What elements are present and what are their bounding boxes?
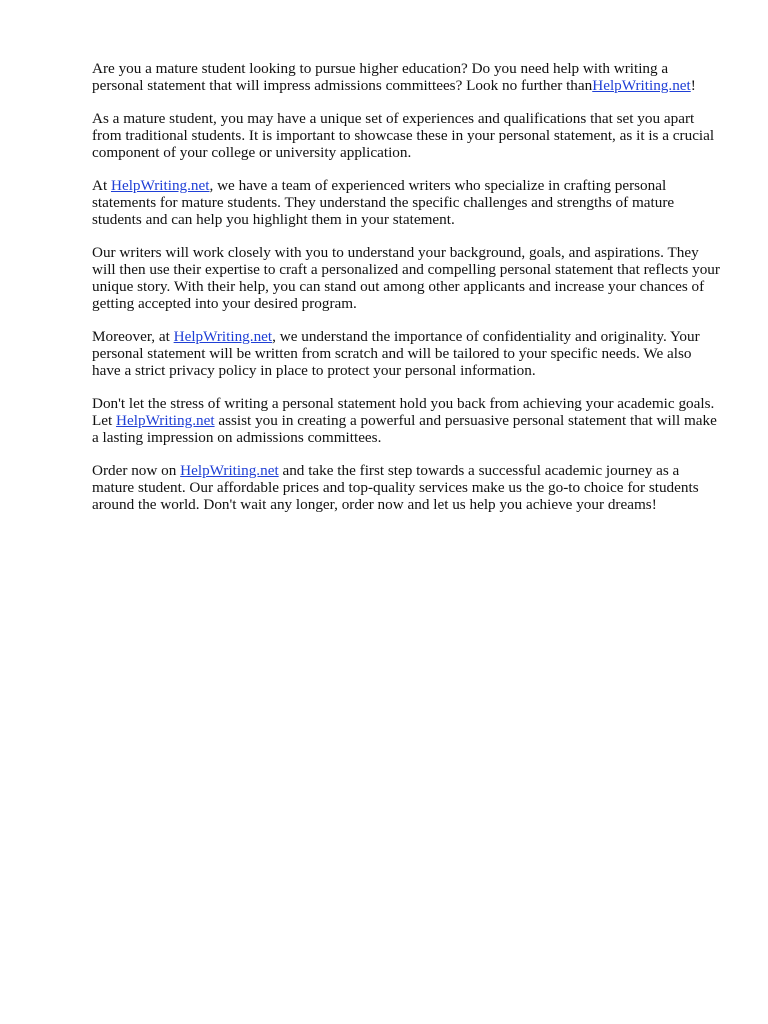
paragraph-intro	[92, 60, 722, 94]
paragraph-text: assist you in creating a powerful and persuasive personal statement that will make a lasting impression on admissions committees.	[92, 412, 717, 446]
paragraph-confidentiality	[92, 328, 722, 379]
paragraph-text: Order now on	[92, 462, 181, 479]
paragraph-writers-team	[92, 177, 722, 228]
paragraph-work-closely	[92, 244, 722, 312]
paragraph-text: As a mature student, you may have a unique set of experiences and qualifications that set you apart from traditional students. It is important to showcase these in your personal statement, as it is a crucial component of your college or university application.	[92, 110, 715, 161]
paragraph-text: , we have a team of experienced writers who specialize in crafting personal statements for mature students. They understand the specific challenges and strengths of mature students and can help you highlight them in your statement.	[92, 177, 675, 228]
paragraph-order-now	[92, 462, 722, 513]
paragraph-text: Are you a mature student looking to pursue higher education? Do you need help with writing a personal statement that will impress admissions committees? Look no further than	[92, 60, 669, 94]
document-body	[92, 60, 722, 529]
paragraph-text: Don't let the stress of writing a personal statement hold you back from achieving your academic goals. Let	[92, 395, 715, 429]
paragraph-mature-student	[92, 110, 722, 161]
helpwriting-link[interactable]: HelpWriting.net	[173, 328, 273, 345]
paragraph-text: !	[690, 77, 696, 94]
helpwriting-link[interactable]: HelpWriting.net	[592, 77, 691, 94]
paragraph-text: and take the first step towards a successful academic journey as a mature student. Our affordable prices and top-quality services make us the go-to choice for students around the world. Don't wait any longer, order now and let us help you achieve your dreams!	[92, 462, 699, 513]
paragraph-text: Our writers will work closely with you to understand your background, goals, and aspirations. They will then use their expertise to craft a personalized and compelling personal statement that reflects your unique story. With their help, you can stand out among other applicants and increase your chances of getting accepted into your desired program.	[92, 244, 720, 312]
helpwriting-link[interactable]: HelpWriting.net	[180, 462, 279, 479]
helpwriting-link[interactable]: HelpWriting.net	[110, 177, 210, 194]
paragraph-text: , we understand the importance of confidentiality and originality. Your personal statement will be written from scratch and will be tailored to your specific needs. We also have a strict privacy policy in place to protect your personal information.	[92, 328, 700, 379]
helpwriting-link[interactable]: HelpWriting.net	[116, 412, 215, 429]
paragraph-stress	[92, 395, 722, 446]
paragraph-text: At	[92, 177, 111, 194]
paragraph-text: Moreover, at	[92, 328, 174, 345]
